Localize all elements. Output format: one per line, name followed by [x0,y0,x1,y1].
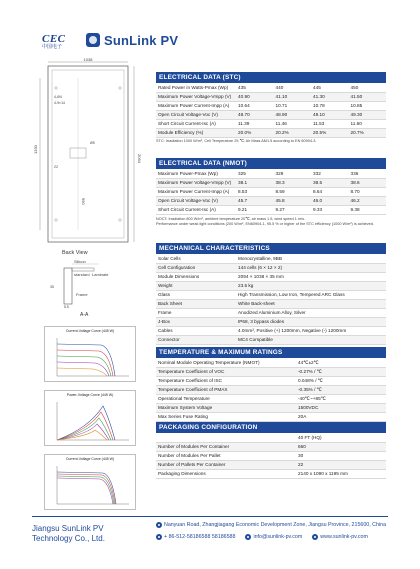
table-row [156,470,386,479]
temperature-table [156,359,386,422]
row-label: Maximum Power Current-Impp (A) [156,102,236,111]
row-value: 20A [296,413,386,422]
row-value: 8.64 [311,188,349,197]
frame-label: Frame [76,292,88,297]
table-row [156,413,386,422]
dim-b: 4-9×14 [54,101,65,105]
row-value: 22 [296,461,386,470]
row-label: Packaging Dimensions [156,470,296,479]
table-row [156,300,386,309]
row-value: 8.53 [236,188,274,197]
row-value: 445 [311,84,349,93]
standard-label: standard [74,272,90,277]
row-value: 450 [349,84,387,93]
location-icon [156,522,162,528]
row-value: 48.90 [274,111,312,120]
table-row [156,179,386,188]
row-value: 11.46 [274,120,312,129]
section-heading-packaging: PACKAGING CONFIGURATION [156,422,386,433]
row-value: 49.10 [311,111,349,120]
table-row [156,327,386,336]
row-label: Connector [156,336,236,345]
row-label: Maximum Power-Pmax (Wp) [156,170,236,179]
row-label: Maximum Power Current-Impp (A) [156,188,236,197]
curve-plot [49,462,133,509]
row-label: Rated Power in Watts-Pmax (Wp) [156,84,236,93]
silicon-label: Silicon [74,259,86,264]
row-value: 45.8 [274,197,312,206]
table-row [156,318,386,327]
table-row [156,368,386,377]
mount-hole-icon [55,87,57,89]
table-row [156,197,386,206]
row-value: Anodized Aluminium Alloy, Silver [236,309,386,318]
row-value: -0.27% / ℃ [296,368,386,377]
curve-title: Current-Voltage Curve (445 W) [65,329,115,333]
table-row [156,336,386,345]
section-aa-label: A-A [80,312,89,318]
pv-curve-chart [44,390,136,446]
row-value: 40.90 [236,93,274,102]
row-value: 10.64 [236,102,274,111]
mount-hole-icon [55,219,57,221]
curve-plot [49,398,133,445]
sunlink-logo [86,32,178,48]
back-view-label: Back View [62,250,88,256]
row-value: 332 [311,170,349,179]
sunlink-logo-name: SunLink PV [104,32,179,48]
dim-side: 2094 [137,154,142,163]
section-heading-nmot: ELECTRICAL DATA (NMOT) [156,158,386,169]
row-value: 435 [236,84,274,93]
row-value: -40℃~+85℃ [296,395,386,404]
table-row [156,404,386,413]
table-row [156,309,386,318]
row-value: 41.30 [311,93,349,102]
row-label: Module Efficiency (%) [156,129,236,138]
row-value: 20.7% [349,129,387,138]
curve-line [57,356,111,376]
frame-cross-section [44,258,114,308]
table-row [156,129,386,138]
row-value: 10.78 [311,102,349,111]
row-value: 38.3 [274,179,312,188]
curve-plot [49,334,133,381]
section-heading-stc: ELECTRICAL DATA (STC) [156,72,386,83]
web-contact[interactable] [312,534,368,540]
row-value: 48.70 [236,111,274,120]
dim-c: Ø5 [90,141,95,145]
laminate-label: Laminate [92,272,109,277]
row-value: IP68, 3 bypass diodes [236,318,386,327]
laminate-profile [72,268,94,271]
table-row [156,434,386,443]
table-row [156,443,386,452]
row-label: Solar Cells [156,255,236,264]
mount-hole-icon [119,219,121,221]
row-value: 0.048% / ℃ [296,377,386,386]
dim-f: 5.5 [64,305,69,308]
row-label: Number of Modules Per Container [156,443,296,452]
mechanical-table [156,255,386,345]
company-name: Jiangsu SunLink PV Technology Co., Ltd. [32,524,105,543]
row-value: -0.35% / ℃ [296,386,386,395]
email-link[interactable]: info@sunlink-pv.com [253,534,303,540]
stc-note: STC: Irradiation 1000 W/m², Cell Temperature 25 ℃, Air Mass AM1.5 according to EN 60904-3. [156,139,317,143]
curve-line [57,478,113,504]
table-row [156,273,386,282]
row-value: 9.27 [274,206,312,215]
row-value: 8.70 [349,188,387,197]
address-text: Nanyuan Road, Zhangjiagang Economic Development Zone, Jiangsu Province, 215600, China [164,522,387,528]
table-row [156,255,386,264]
row-label: Maximum Power Voltage-Vmpp (V) [156,179,236,188]
curve-line [57,476,114,504]
row-label [156,434,296,443]
row-value: 8.59 [274,188,312,197]
row-label: Temperature Coefficient of ISC [156,377,296,386]
table-row [156,111,386,120]
row-value: 440 [274,84,312,93]
row-value: 23.5 kg [236,282,386,291]
mount-hole-icon [119,87,121,89]
header [0,0,420,50]
row-value: 144 cells (6 × 12 × 2) [236,264,386,273]
row-value: 2094 × 1038 × 35 mm [236,273,386,282]
address-row [156,522,386,528]
row-label: Open Circuit Voltage-Voc (V) [156,197,236,206]
row-value: 30 [296,452,386,461]
iv-curve-chart-1 [44,326,136,382]
row-label: Glass [156,291,236,300]
table-row [156,120,386,129]
cec-logo-text: CEC [42,33,66,45]
nmot-note-1: NOCT: Irradiation 800 W/m², ambient temperature 20℃, air mass 1.5, wind speed 1 m/s. [156,217,306,221]
row-value: 41.10 [274,93,312,102]
curve-line [57,368,107,376]
packaging-header-value: 40 FT (HQ) [296,434,386,443]
row-value: 20.2% [274,129,312,138]
row-value: 1500VDC [296,404,386,413]
section-heading-temperature: TEMPERATURE & MAXIMUM RATINGS [156,347,386,358]
row-value: 38.5 [311,179,349,188]
row-label: Maximum Power Voltage-Vmpp (V) [156,93,236,102]
row-value: 660 [296,443,386,452]
table-row [156,359,386,368]
row-value: 46.0 [311,197,349,206]
row-value: 329 [274,170,312,179]
row-value: 44℃±2℃ [296,359,386,368]
row-value: 4.0mm², Positive (+) 1200mm, Negative (-) 1200mm [236,327,386,336]
row-label: Number of Pallets Per Container [156,461,296,470]
row-value: 10.71 [274,102,312,111]
row-label: Back Sheet [156,300,236,309]
module-dimension-drawing [30,58,145,248]
dim-e: 35 [50,285,54,289]
curve-title: Current-Voltage Curve (445 W) [65,457,115,461]
table-row [156,291,386,300]
row-label: Maximum System Voltage [156,404,296,413]
row-label: Open Circuit Voltage-Voc (V) [156,111,236,120]
row-label: Number of Modules Per Pallet [156,452,296,461]
dim-top: 1038 [83,58,93,62]
phone-icon [156,534,162,540]
curve-line [57,344,115,376]
row-value: 38.1 [236,179,274,188]
table-row [156,102,386,111]
row-value: High Transmission, Low Iron, Tempered ARC Glass [236,291,386,300]
table-row [156,170,386,179]
phone-contact [156,534,235,540]
nmot-table [156,170,386,215]
sunlink-logo-icon [86,33,100,47]
row-value: 2140 x 1090 x 1195 mm [296,470,386,479]
row-value: 46.2 [349,197,387,206]
module-outline [48,66,128,242]
row-value: 49.30 [349,111,387,120]
row-value: 9.21 [236,206,274,215]
row-value: 11.39 [236,120,274,129]
row-label: Cables [156,327,236,336]
row-label: Cell Configuration [156,264,236,273]
row-label: Temperature Coefficient of PMAX [156,386,296,395]
row-label: Short Circuit Current-Isc (A) [156,120,236,129]
table-row [156,395,386,404]
website-link[interactable]: www.sunlink-pv.com [320,534,368,540]
email-icon [245,534,251,540]
dim-left: 1330 [33,145,38,154]
row-value: 9.33 [311,206,349,215]
row-value: 325 [236,170,274,179]
nmot-note-2: Performance under weak light conditions (200 W/m², EN60904-1, 95.5 % or higher of the STC efficiency (1000 W/m²) is achieved. [156,222,374,226]
footer-divider [32,516,388,517]
row-value: 9.38 [349,206,387,215]
table-row [156,264,386,273]
curve-title: Power-Voltage Curve (445 W) [66,393,114,397]
row-label: Temperature Coefficient of VOC [156,368,296,377]
table-row [156,386,386,395]
row-value: 11.60 [349,120,387,129]
row-value: 11.53 [311,120,349,129]
row-value: MC4 Compatible [236,336,386,345]
packaging-table [156,434,386,479]
table-row [156,188,386,197]
row-value: Monocrystalline, 9BB [236,255,386,264]
table-row [156,282,386,291]
row-label: J-Box [156,318,236,327]
row-value: White Back-sheet [236,300,386,309]
module-inner-outline [52,70,124,238]
table-row [156,377,386,386]
row-label: Short Circuit Current-Isc (A) [156,206,236,215]
contact-row [156,534,378,540]
email-contact[interactable] [245,534,302,540]
table-row [156,452,386,461]
table-row [156,84,386,93]
table-row [156,461,386,470]
row-value: 45.7 [236,197,274,206]
phone-text: + 86-512-58186588 58186588 [164,534,236,540]
row-label: Frame [156,309,236,318]
row-label: Module Dimensions [156,273,236,282]
frame-profile [64,268,72,304]
dim-d: 22 [54,165,58,169]
row-value: 20.0% [236,129,274,138]
row-value: 38.6 [349,179,387,188]
cec-logo [42,33,82,49]
table-row [156,206,386,215]
row-value: 41.50 [349,93,387,102]
curve-line [57,412,113,440]
table-row [156,93,386,102]
row-label: Nominal Module Operating Temperature (NMOT) [156,359,296,368]
cec-logo-subtext: 中国电子 [42,44,63,50]
row-value: 336 [349,170,387,179]
dim-mid: 990 [81,198,86,205]
row-label: Max Series Fuse Rating [156,413,296,422]
section-heading-mechanical: MECHANICAL CHARACTERISTICS [156,243,386,254]
iv-curve-chart-2 [44,454,136,510]
stc-table [156,84,386,138]
row-label: Operational Temperature [156,395,296,404]
dim-hole: 4-Ø4 [54,95,62,99]
row-label: Weight [156,282,236,291]
globe-icon [312,534,318,540]
row-value: 10.85 [349,102,387,111]
row-value: 20.5% [311,129,349,138]
